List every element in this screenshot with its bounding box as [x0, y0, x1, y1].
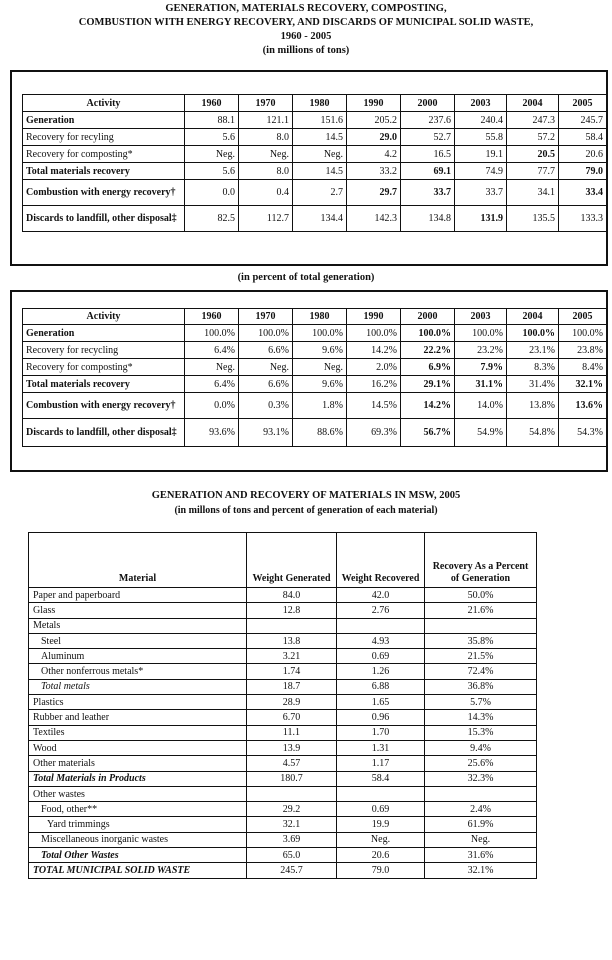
cell: 9.6% [293, 342, 347, 359]
cell: 3.69 [247, 832, 337, 847]
cell: 2.7 [293, 180, 347, 206]
row-label: Textiles [29, 725, 247, 740]
percent-caption: (in percent of total generation) [237, 272, 375, 283]
cell: 31.1% [455, 376, 507, 393]
cell: 12.8 [247, 603, 337, 618]
row-label: Aluminum [29, 649, 247, 664]
table1-header: 1960 [185, 95, 239, 112]
materials-table [28, 532, 537, 879]
cell: 23.8% [559, 342, 607, 359]
cell: 13.8% [507, 393, 559, 419]
cell: 6.4% [185, 376, 239, 393]
cell: 5.7% [425, 695, 537, 710]
table2-header-row [23, 309, 607, 325]
cell: 1.65 [337, 695, 425, 710]
cell [337, 786, 425, 801]
cell: 5.6 [185, 163, 239, 180]
cell: 23.2% [455, 342, 507, 359]
cell: 1.31 [337, 740, 425, 755]
cell: 2.76 [337, 603, 425, 618]
cell: 134.4 [293, 206, 347, 232]
cell: 20.6 [337, 848, 425, 863]
cell: 100.0% [401, 325, 455, 342]
row-label: Total materials recovery [23, 376, 185, 393]
cell: 33.4 [559, 180, 607, 206]
row-label: Plastics [29, 695, 247, 710]
cell: 11.1 [247, 725, 337, 740]
table-row [29, 802, 537, 817]
cell: 55.8 [455, 129, 507, 146]
cell: 50.0% [425, 588, 537, 603]
table-row [29, 756, 537, 771]
cell: Neg. [185, 146, 239, 163]
cell: 2.0% [347, 359, 401, 376]
cell: 2.4% [425, 802, 537, 817]
cell: 0.69 [337, 802, 425, 817]
cell: 247.3 [507, 112, 559, 129]
cell: 4.57 [247, 756, 337, 771]
table1-header: 2000 [401, 95, 455, 112]
table-row [29, 679, 537, 694]
table-row [29, 786, 537, 801]
table-row [23, 342, 607, 359]
table2-header: 1960 [185, 309, 239, 325]
table-row [23, 359, 607, 376]
cell: 35.8% [425, 633, 537, 648]
cell: 74.9 [455, 163, 507, 180]
table1-header: 1980 [293, 95, 347, 112]
cell: 3.21 [247, 649, 337, 664]
row-label: Miscellaneous inorganic wastes [29, 832, 247, 847]
cell [425, 786, 537, 801]
row-label: Yard trimmings [29, 817, 247, 832]
cell: 28.9 [247, 695, 337, 710]
cell: 56.7% [401, 419, 455, 447]
cell: 16.5 [401, 146, 455, 163]
cell: 240.4 [455, 112, 507, 129]
cell [337, 618, 425, 633]
cell: Neg. [239, 146, 293, 163]
cell: 6.70 [247, 710, 337, 725]
table1-header-row [23, 95, 607, 112]
cell: 18.7 [247, 679, 337, 694]
table2-header: 2000 [401, 309, 455, 325]
cell: 32.1% [559, 376, 607, 393]
row-label: Total Other Wastes [29, 848, 247, 863]
cell: 100.0% [185, 325, 239, 342]
row-label: Generation [23, 325, 185, 342]
cell: 88.6% [293, 419, 347, 447]
table1-header: 2004 [507, 95, 559, 112]
table-row [23, 180, 607, 206]
cell: Neg. [337, 832, 425, 847]
table-row [29, 817, 537, 832]
cell: 1.74 [247, 664, 337, 679]
cell: 112.7 [239, 206, 293, 232]
title-units: (in millions of tons) [262, 45, 350, 56]
cell: 13.8 [247, 633, 337, 648]
cell: 57.2 [507, 129, 559, 146]
cell: 131.9 [455, 206, 507, 232]
table-row [29, 710, 537, 725]
table3-header: Weight Recovered [337, 533, 425, 588]
cell: 0.3% [239, 393, 293, 419]
cell: 1.8% [293, 393, 347, 419]
cell: 77.7 [507, 163, 559, 180]
table-row [29, 588, 537, 603]
row-label: Total metals [29, 679, 247, 694]
cell: 93.1% [239, 419, 293, 447]
cell: 32.3% [425, 771, 537, 786]
cell: 9.4% [425, 740, 537, 755]
table-row [29, 740, 537, 755]
row-label: Discards to landfill, other disposal‡ [23, 419, 185, 447]
cell: 42.0 [337, 588, 425, 603]
row-label: Other nonferrous metals* [29, 664, 247, 679]
table-row [23, 146, 607, 163]
row-label: Wood [29, 740, 247, 755]
row-label: Other materials [29, 756, 247, 771]
row-label: Total Materials in Products [29, 771, 247, 786]
table-row [29, 771, 537, 786]
cell: 19.9 [337, 817, 425, 832]
cell: Neg. [185, 359, 239, 376]
cell: 14.5% [347, 393, 401, 419]
row-label: Rubber and leather [29, 710, 247, 725]
cell: 79.0 [559, 163, 607, 180]
row-label: Paper and paperboard [29, 588, 247, 603]
cell: 13.6% [559, 393, 607, 419]
cell: 58.4 [337, 771, 425, 786]
section2-subtitle: (in millons of tons and percent of generation of each material) [174, 505, 438, 516]
title-line-1: GENERATION, MATERIALS RECOVERY, COMPOSTING, [165, 3, 447, 14]
cell: 1.26 [337, 664, 425, 679]
cell: 0.4 [239, 180, 293, 206]
table2-header: 1970 [239, 309, 293, 325]
table-row [29, 832, 537, 847]
table1-header: 2003 [455, 95, 507, 112]
cell: 84.0 [247, 588, 337, 603]
table-row [23, 112, 607, 129]
cell: 134.8 [401, 206, 455, 232]
cell: 100.0% [455, 325, 507, 342]
row-label: Steel [29, 633, 247, 648]
cell: 29.0 [347, 129, 401, 146]
cell: 9.6% [293, 376, 347, 393]
cell: 25.6% [425, 756, 537, 771]
table-row [23, 376, 607, 393]
table2-header: Activity [23, 309, 185, 325]
cell: 100.0% [559, 325, 607, 342]
table3-header: Weight Generated [247, 533, 337, 588]
cell: 14.2% [401, 393, 455, 419]
cell: 8.3% [507, 359, 559, 376]
cell: 54.3% [559, 419, 607, 447]
row-label: Other wastes [29, 786, 247, 801]
document-title [0, 2, 612, 58]
cell: 31.4% [507, 376, 559, 393]
cell: 100.0% [507, 325, 559, 342]
table-row [29, 633, 537, 648]
table-row [29, 664, 537, 679]
cell: 245.7 [559, 112, 607, 129]
cell: 237.6 [401, 112, 455, 129]
row-label: Recovery for composting* [23, 359, 185, 376]
cell: 1.70 [337, 725, 425, 740]
cell: 29.1% [401, 376, 455, 393]
cell: 14.0% [455, 393, 507, 419]
cell: 14.5 [293, 163, 347, 180]
cell: 58.4 [559, 129, 607, 146]
table-row [29, 649, 537, 664]
row-label: TOTAL MUNICIPAL SOLID WASTE [29, 863, 247, 878]
cell: 88.1 [185, 112, 239, 129]
cell: Neg. [425, 832, 537, 847]
cell: 65.0 [247, 848, 337, 863]
cell: 54.9% [455, 419, 507, 447]
table1-header: 1990 [347, 95, 401, 112]
table-row [29, 695, 537, 710]
cell: Neg. [293, 146, 347, 163]
cell: 31.6% [425, 848, 537, 863]
table3-header: Material [29, 533, 247, 588]
cell: Neg. [293, 359, 347, 376]
table3-header: Recovery As a Percent of Generation [425, 533, 537, 588]
table1-header: 1970 [239, 95, 293, 112]
cell [247, 786, 337, 801]
cell: 8.0 [239, 129, 293, 146]
cell: 82.5 [185, 206, 239, 232]
title-years: 1960 - 2005 [280, 31, 332, 42]
cell: 6.6% [239, 376, 293, 393]
cell: 61.9% [425, 817, 537, 832]
cell: 33.7 [455, 180, 507, 206]
table-row [23, 163, 607, 180]
cell: 29.7 [347, 180, 401, 206]
cell: 180.7 [247, 771, 337, 786]
cell: 14.2% [347, 342, 401, 359]
percent-table [22, 308, 607, 447]
cell: 32.1 [247, 817, 337, 832]
table2-header: 2005 [559, 309, 607, 325]
cell: 4.93 [337, 633, 425, 648]
table-row [29, 618, 537, 633]
table-row [29, 603, 537, 618]
table-row [29, 725, 537, 740]
cell: 16.2% [347, 376, 401, 393]
cell: 0.0 [185, 180, 239, 206]
row-label: Metals [29, 618, 247, 633]
table-row [23, 393, 607, 419]
cell: 52.7 [401, 129, 455, 146]
cell: 33.7 [401, 180, 455, 206]
table1-header: Activity [23, 95, 185, 112]
table2-header: 2003 [455, 309, 507, 325]
row-label: Combustion with energy recovery† [23, 180, 185, 206]
row-label: Generation [23, 112, 185, 129]
cell: 20.6 [559, 146, 607, 163]
cell: 205.2 [347, 112, 401, 129]
cell: 7.9% [455, 359, 507, 376]
cell: 33.2 [347, 163, 401, 180]
table2-header: 2004 [507, 309, 559, 325]
cell: Neg. [239, 359, 293, 376]
cell: 135.5 [507, 206, 559, 232]
cell [425, 618, 537, 633]
cell: 23.1% [507, 342, 559, 359]
cell: 13.9 [247, 740, 337, 755]
cell [247, 618, 337, 633]
title-line-2: COMBUSTION WITH ENERGY RECOVERY, AND DISCARDS OF MUNICIPAL SOLID WASTE, [78, 17, 534, 28]
cell: 21.5% [425, 649, 537, 664]
tonnage-table [22, 94, 607, 232]
row-label: Recovery for composting* [23, 146, 185, 163]
cell: 6.88 [337, 679, 425, 694]
cell: 36.8% [425, 679, 537, 694]
cell: 133.3 [559, 206, 607, 232]
cell: 19.1 [455, 146, 507, 163]
cell: 4.2 [347, 146, 401, 163]
cell: 100.0% [293, 325, 347, 342]
cell: 29.2 [247, 802, 337, 817]
cell: 69.3% [347, 419, 401, 447]
row-label: Combustion with energy recovery† [23, 393, 185, 419]
cell: 245.7 [247, 863, 337, 878]
table-row [23, 325, 607, 342]
cell: 15.3% [425, 725, 537, 740]
cell: 14.3% [425, 710, 537, 725]
cell: 121.1 [239, 112, 293, 129]
row-label: Glass [29, 603, 247, 618]
row-label: Total materials recovery [23, 163, 185, 180]
row-label: Recovery for recycling [23, 342, 185, 359]
cell: 69.1 [401, 163, 455, 180]
table-row [23, 206, 607, 232]
table-row [29, 848, 537, 863]
cell: 54.8% [507, 419, 559, 447]
table-row [29, 863, 537, 878]
cell: 6.4% [185, 342, 239, 359]
section2-title: GENERATION AND RECOVERY OF MATERIALS IN MSW, 2005 [151, 490, 461, 501]
row-label: Recovery for recyling [23, 129, 185, 146]
cell: 34.1 [507, 180, 559, 206]
cell: 32.1% [425, 863, 537, 878]
cell: 100.0% [239, 325, 293, 342]
cell: 21.6% [425, 603, 537, 618]
row-label: Food, other** [29, 802, 247, 817]
cell: 8.4% [559, 359, 607, 376]
cell: 0.96 [337, 710, 425, 725]
cell: 6.9% [401, 359, 455, 376]
cell: 6.6% [239, 342, 293, 359]
table-row [23, 129, 607, 146]
cell: 72.4% [425, 664, 537, 679]
cell: 22.2% [401, 342, 455, 359]
cell: 142.3 [347, 206, 401, 232]
table3-header-row [29, 533, 537, 588]
table2-header: 1980 [293, 309, 347, 325]
row-label: Discards to landfill, other disposal‡ [23, 206, 185, 232]
table-row [23, 419, 607, 447]
cell: 20.5 [507, 146, 559, 163]
cell: 93.6% [185, 419, 239, 447]
cell: 14.5 [293, 129, 347, 146]
cell: 1.17 [337, 756, 425, 771]
cell: 100.0% [347, 325, 401, 342]
cell: 0.69 [337, 649, 425, 664]
cell: 8.0 [239, 163, 293, 180]
table1-header: 2005 [559, 95, 607, 112]
table2-header: 1990 [347, 309, 401, 325]
cell: 151.6 [293, 112, 347, 129]
cell: 79.0 [337, 863, 425, 878]
cell: 5.6 [185, 129, 239, 146]
cell: 0.0% [185, 393, 239, 419]
